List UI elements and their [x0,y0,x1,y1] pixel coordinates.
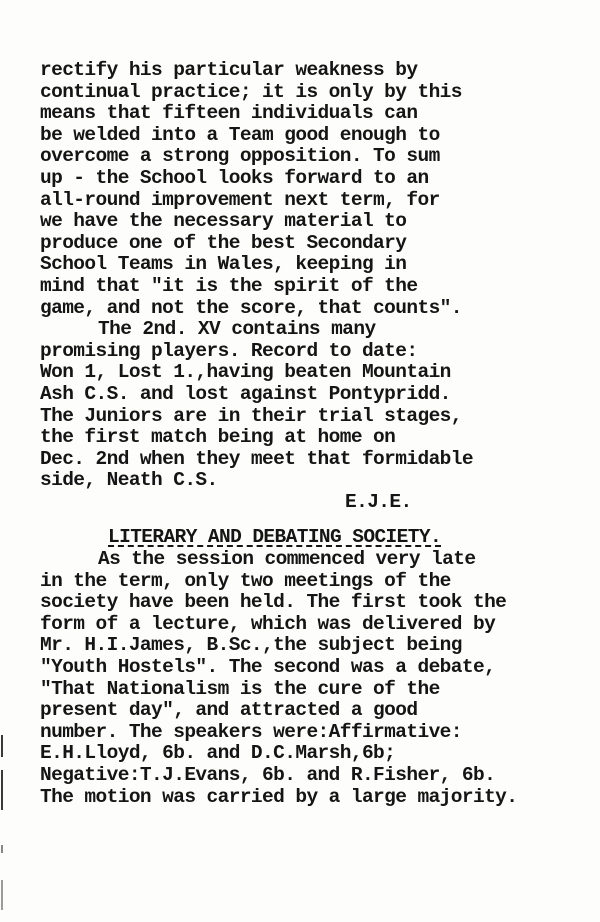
text-line: number. The speakers were:Affirmative: [40,720,462,743]
text-line: mind that "it is the spirit of the [40,274,418,297]
margin-mark [1,770,3,810]
author-signature: E.J.E. [345,490,412,513]
text-line: The 2nd. XV contains many [98,318,376,341]
second-xv-paragraph [40,319,590,492]
text-line: Ash C.S. and lost against Pontypridd. [40,382,451,405]
section-gap [40,513,590,527]
text-line: "That Nationalism is the cure of the [40,677,440,700]
text-line: Dec. 2nd when they meet that formidable [40,447,473,470]
margin-mark [1,845,3,853]
margin-mark [1,735,3,757]
text-line: means that fifteen individuals can [40,102,418,125]
text-line: Negative:T.J.Evans, 6b. and R.Fisher, 6b. [40,764,496,786]
text-line: Mr. H.I.James, B.Sc.,the subject being [40,634,462,657]
text-line: the first match being at home on [40,426,396,449]
text-line: present day", and attracted a good [40,699,418,722]
text-line: form of a lecture, which was delivered by [40,612,496,635]
text-line: promising players. Record to date: [40,339,418,362]
text-line: The motion was carried by a large majority. [40,785,518,808]
text-line: E.H.Lloyd, 6b. and D.C.Marsh,6b; [40,742,396,765]
text-line: Won 1, Lost 1.,having beaten Mountain [40,361,451,384]
text-line: School Teams in Wales, keeping in [40,253,407,276]
text-line: The Juniors are in their trial stages, [40,404,462,427]
text-line: rectify his particular weakness by [40,59,418,81]
margin-mark [1,880,3,910]
text-line: society have been held. The first took the [40,591,507,614]
text-line: up - the School looks forward to an [40,166,429,189]
text-line: be welded into a Team good enough to [40,123,440,146]
text-line: "Youth Hostels". The second was a debate, [40,656,496,679]
text-line: As the session commenced very late [98,548,476,571]
text-line: all-round improvement next term, for [40,188,440,211]
text-line: game, and not the score, that counts". [40,296,462,319]
text-line: we have the necessary material to [40,210,407,233]
text-line: continual practice; it is only by this [40,80,462,103]
text-line: in the term, only two meetings of the [40,569,451,592]
document-body [40,60,590,808]
text-line: overcome a strong opposition. To sum [40,145,440,168]
literary-society-paragraph [40,549,590,808]
text-line: produce one of the best Secondary [40,231,407,254]
rugby-report-paragraph [40,60,590,319]
text-line: side, Neath C.S. [40,469,218,492]
section-heading: LITERARY AND DEBATING SOCIETY. [108,526,442,549]
